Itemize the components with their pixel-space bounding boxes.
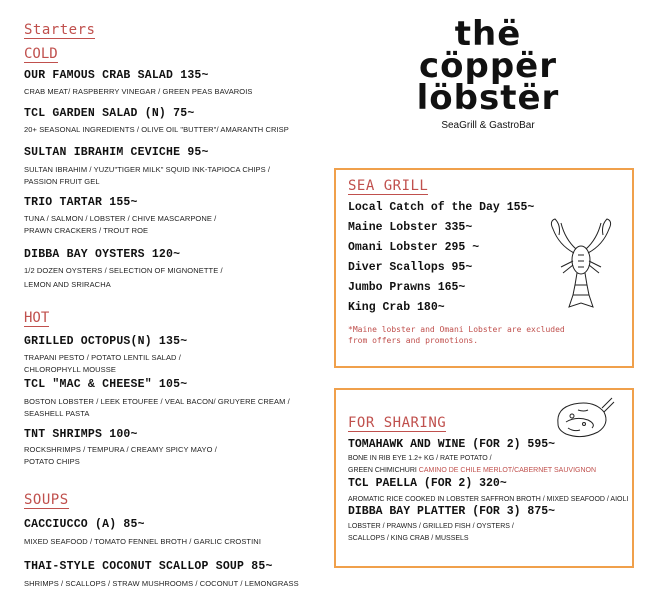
dish-oysters-desc: 1/2 DOZEN OYSTERS / SELECTION OF MIGNONETTE / — [24, 266, 223, 275]
dish-ceviche: SULTAN IBRAHIM CEVICHE 95~ — [24, 146, 209, 159]
dish-octopus: GRILLED OCTOPUS(N) 135~ — [24, 335, 188, 348]
cold-heading: COLD — [24, 46, 58, 62]
share-item-dibba-platter-desc-2: SCALLOPS / KING CRAB / MUSSELS — [348, 535, 469, 542]
dish-oysters-desc-2: LEMON AND SRIRACHA — [24, 280, 111, 289]
hot-heading: HOT — [24, 310, 50, 326]
starters-heading: Starters — [24, 22, 96, 38]
dish-cacciucco-desc: MIXED SEAFOOD / TOMATO FENNEL BROTH / GARLIC CROSTINI — [24, 537, 261, 546]
grill-item-maine: Maine Lobster 335~ — [348, 221, 473, 234]
share-item-tomahawk-desc-2 — [348, 465, 596, 477]
dish-ceviche-desc-2: PASSION FRUIT GEL — [24, 177, 100, 186]
soups-heading: SOUPS — [24, 492, 69, 508]
dish-tnt-shrimps-desc-2: POTATO CHIPS — [24, 457, 80, 466]
sea-grill-note-2: from offers and promotions. — [348, 336, 479, 345]
share-item-tomahawk-wine: CAMINO DE CHILE MERLOT/CABERNET SAUVIGNON — [418, 467, 597, 474]
dish-mac-cheese-desc: BOSTON LOBSTER / LEEK ETOUFEE / VEAL BACON/ GRUYERE CREAM / — [24, 397, 290, 406]
share-item-tomahawk-desc-2-black: GREEN CHIMICHURI — [348, 467, 419, 474]
dish-trio-tartar-desc: TUNA / SALMON / LOBSTER / CHIVE MASCARPONE / — [24, 214, 217, 223]
for-sharing-box — [334, 388, 634, 568]
grill-item-prawns: Jumbo Prawns 165~ — [348, 281, 466, 294]
dish-garden-salad-desc: 20+ SEASONAL INGREDIENTS / OLIVE OIL "BUTTER"/ AMARANTH CRISP — [24, 125, 289, 134]
tomahawk-steak-illustration — [548, 394, 618, 444]
logo-tagline: SeaGrill & GastroBar — [441, 120, 535, 131]
share-item-paella-desc: AROMATIC RICE COOKED IN LOBSTER SAFFRON BROTH / MIXED SEAFOOD / AIOLI — [348, 496, 629, 503]
share-item-dibba-platter: DIBBA BAY PLATTER (FOR 3) 875~ — [348, 505, 556, 518]
dish-trio-tartar-desc-2: PRAWN CRACKERS / TROUT ROE — [24, 226, 149, 235]
dish-thai-soup: THAI-STYLE COCONUT SCALLOP SOUP 85~ — [24, 560, 273, 573]
share-item-dibba-platter-desc: LOBSTER / PRAWNS / GRILLED FISH / OYSTERS / — [348, 523, 514, 530]
dish-crab-salad-desc: CRAB MEAT/ RASPBERRY VINEGAR / GREEN PEAS BAVAROIS — [24, 87, 253, 96]
sea-grill-heading: SEA GRILL — [348, 178, 429, 194]
restaurant-logo — [408, 14, 568, 131]
dish-cacciucco: CACCIUCCO (A) 85~ — [24, 518, 145, 531]
dish-crab-salad: OUR FAMOUS CRAB SALAD 135~ — [24, 69, 209, 82]
logo-line-2: cöppër — [418, 46, 557, 86]
dish-tnt-shrimps: TNT SHRIMPS 100~ — [24, 428, 138, 441]
grill-item-omani: Omani Lobster 295 ~ — [348, 241, 480, 254]
dish-mac-cheese: TCL "MAC & CHEESE" 105~ — [24, 378, 188, 391]
logo-line-1: thë — [454, 14, 522, 54]
sea-grill-note-1: *Maine lobster and Omani Lobster are excluded — [348, 325, 565, 334]
dish-octopus-desc-2: CHLOROPHYLL MOUSSE — [24, 365, 116, 374]
dish-oysters: DIBBA BAY OYSTERS 120~ — [24, 248, 181, 261]
dish-ceviche-desc: SULTAN IBRAHIM / YUZU"TIGER MILK" SQUID INK-TAPIOCA CHIPS / — [24, 165, 271, 174]
for-sharing-heading: FOR SHARING — [348, 415, 447, 431]
grill-item-catch: Local Catch of the Day 155~ — [348, 201, 535, 214]
share-item-tomahawk-desc: BONE IN RIB EYE 1.2+ KG / RATE POTATO / — [348, 455, 492, 462]
grill-item-scallops: Diver Scallops 95~ — [348, 261, 473, 274]
lobster-illustration — [541, 215, 621, 315]
dish-trio-tartar: TRIO TARTAR 155~ — [24, 196, 138, 209]
share-item-tomahawk: TOMAHAWK AND WINE (FOR 2) 595~ — [348, 438, 556, 451]
dish-garden-salad: TCL GARDEN SALAD (N) 75~ — [24, 107, 195, 120]
dish-octopus-desc: TRAPANI PESTO / POTATO LENTIL SALAD / — [24, 353, 181, 362]
dish-mac-cheese-desc-2: SEASHELL PASTA — [24, 409, 90, 418]
dish-tnt-shrimps-desc: ROCKSHRIMPS / TEMPURA / CREAMY SPICY MAYO / — [24, 445, 217, 454]
logo-line-3: löbstër — [416, 78, 560, 118]
grill-item-king-crab: King Crab 180~ — [348, 301, 445, 314]
share-item-paella: TCL PAELLA (FOR 2) 320~ — [348, 477, 507, 490]
dish-thai-soup-desc: SHRIMPS / SCALLOPS / STRAW MUSHROOMS / COCONUT / LEMONGRASS — [24, 579, 299, 588]
sea-grill-box — [334, 168, 634, 368]
